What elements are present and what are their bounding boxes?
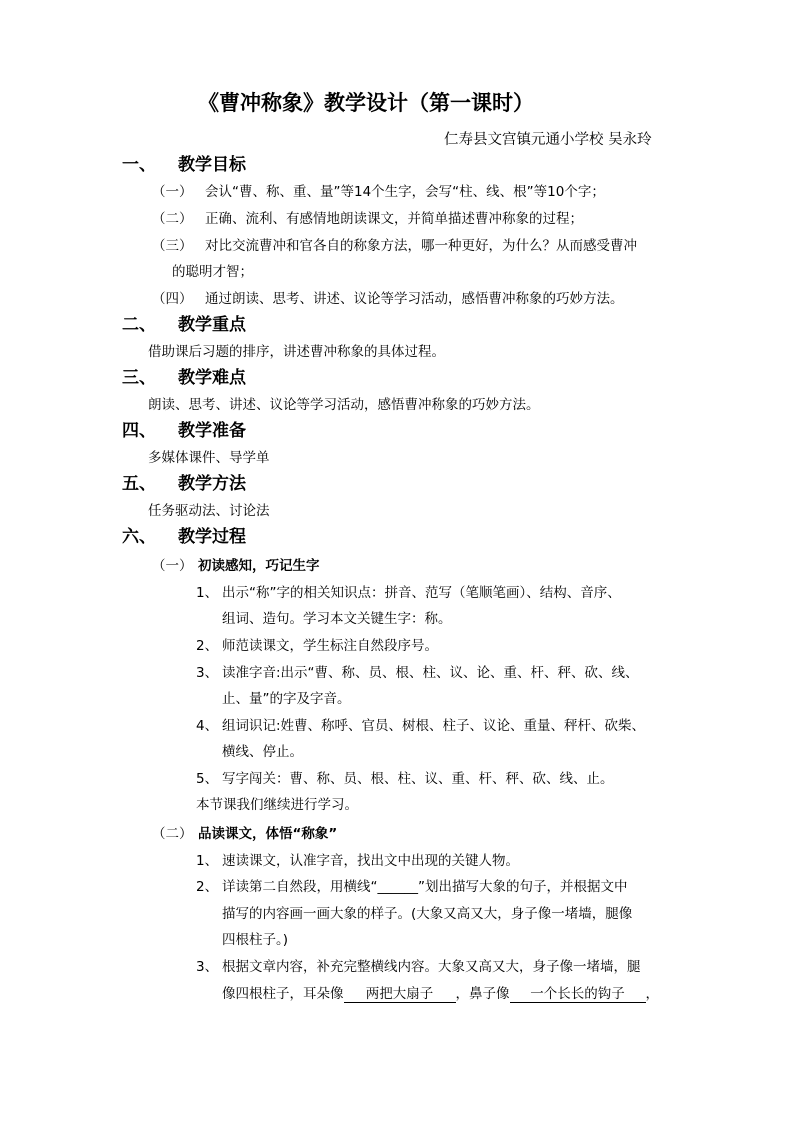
objective-number: （一） <box>152 184 193 200</box>
objective-text-continued: 的聪明才智； <box>172 264 253 280</box>
fill-in-blank-answer: 两把大扇子 <box>344 986 456 1003</box>
objective-text: 对比交流曹冲和官各自的称象方法，哪一种更好，为什么？从而感受曹冲 <box>205 238 637 254</box>
list-item-text-continued: 描写的内容画一画大象的样子。(大象又高又大，身子像一堵墙，腿像 <box>222 906 633 922</box>
subsection-number: （二） <box>152 826 193 842</box>
list-item-text-continued: 四根柱子。) <box>222 932 289 948</box>
list-item-text: 读准字音:出示“曹、称、员、根、柱、议、论、重、杆、秤、砍、线、 <box>222 665 639 681</box>
author-line: 仁寿县文宫镇元通小学校 吴永玲 <box>444 132 652 148</box>
list-item-number: 3、 <box>196 665 219 681</box>
preparation-text: 多媒体课件、导学单 <box>148 450 270 466</box>
text-segment: 像四根柱子，耳朵像 <box>222 986 344 1002</box>
objective-text: 会认“曹、称、重、量”等14个生字，会写“柱、线、根”等10个字； <box>205 184 605 200</box>
section-number: 六、 <box>122 527 156 547</box>
text-segment: 详读第二自然段，用横线“ <box>222 879 378 895</box>
blank-line-sample: ______ <box>377 879 418 895</box>
section-heading-preparation: 教学准备 <box>178 421 246 441</box>
section-number: 一、 <box>122 155 156 175</box>
section-heading-key-point: 教学重点 <box>178 315 246 335</box>
list-item-number: 1、 <box>196 853 219 869</box>
section-number: 四、 <box>122 421 156 441</box>
objective-text: 正确、流利、有感情地朗读课文，并简单描述曹冲称象的过程； <box>205 211 583 227</box>
list-item-number: 5、 <box>196 771 219 787</box>
list-item-number: 2、 <box>196 638 219 654</box>
list-item-text: 写字闯关：曹、称、员、根、柱、议、重、杆、秤、砍、线、止。 <box>222 771 614 787</box>
document-title: 《曹冲称象》教学设计（第一课时） <box>198 90 534 115</box>
list-item-number: 2、 <box>196 879 219 895</box>
list-item-text-continued: 组词、造句。学习本文关键生字：称。 <box>222 611 452 627</box>
list-item-text: 师范读课文，学生标注自然段序号。 <box>222 638 438 654</box>
closing-text: 本节课我们继续进行学习。 <box>196 797 358 813</box>
fill-in-blank-answer: 一个长长的钩子 <box>510 986 646 1003</box>
text-segment: ， <box>645 986 659 1002</box>
list-item-text-continued: 横线、停止。 <box>222 744 303 760</box>
section-heading-difficulty: 教学难点 <box>178 368 246 388</box>
list-item-number: 3、 <box>196 959 219 975</box>
list-item-number: 4、 <box>196 718 219 734</box>
text-segment: ，鼻子像 <box>455 986 510 1002</box>
section-heading-process: 教学过程 <box>178 527 246 547</box>
text-segment: ”划出描写大象的句子，并根据文中 <box>418 879 628 895</box>
objective-number: （三） <box>152 238 193 254</box>
list-item-text <box>222 878 628 896</box>
section-number: 二、 <box>122 315 156 335</box>
list-item-text-continued <box>222 985 659 1003</box>
difficulty-text: 朗读、思考、讲述、议论等学习活动，感悟曹冲称象的巧妙方法。 <box>148 397 540 413</box>
subsection-number: （一） <box>152 558 193 574</box>
list-item-text: 速读课文，认准字音，找出文中出现的关键人物。 <box>222 853 519 869</box>
key-point-text: 借助课后习题的排序，讲述曹冲称象的具体过程。 <box>148 344 445 360</box>
section-heading-methods: 教学方法 <box>178 474 246 494</box>
methods-text: 任务驱动法、讨论法 <box>148 503 270 519</box>
section-heading-objectives: 教学目标 <box>178 155 246 175</box>
list-item-text: 根据文章内容，补充完整横线内容。大象又高又大，身子像一堵墙，腿 <box>222 959 641 975</box>
list-item-text-continued: 止、量”的字及字音。 <box>222 691 351 707</box>
objective-number: （二） <box>152 211 193 227</box>
list-item-text: 出示“称”字的相关知识点：拼音、范写（笔顺笔画）、结构、音序、 <box>222 585 621 601</box>
objective-text: 通过朗读、思考、讲述、议论等学习活动，感悟曹冲称象的巧妙方法。 <box>205 291 624 307</box>
list-item-number: 1、 <box>196 585 219 601</box>
subsection-heading: 品读课文，体悟“称象” <box>198 826 338 842</box>
list-item-text: 组词识记:姓曹、称呼、官员、树根、柱子、议论、重量、秤杆、砍柴、 <box>222 718 646 734</box>
section-number: 三、 <box>122 368 156 388</box>
objective-number: （四） <box>152 291 193 307</box>
subsection-heading: 初读感知，巧记生字 <box>198 558 320 574</box>
section-number: 五、 <box>122 474 156 494</box>
